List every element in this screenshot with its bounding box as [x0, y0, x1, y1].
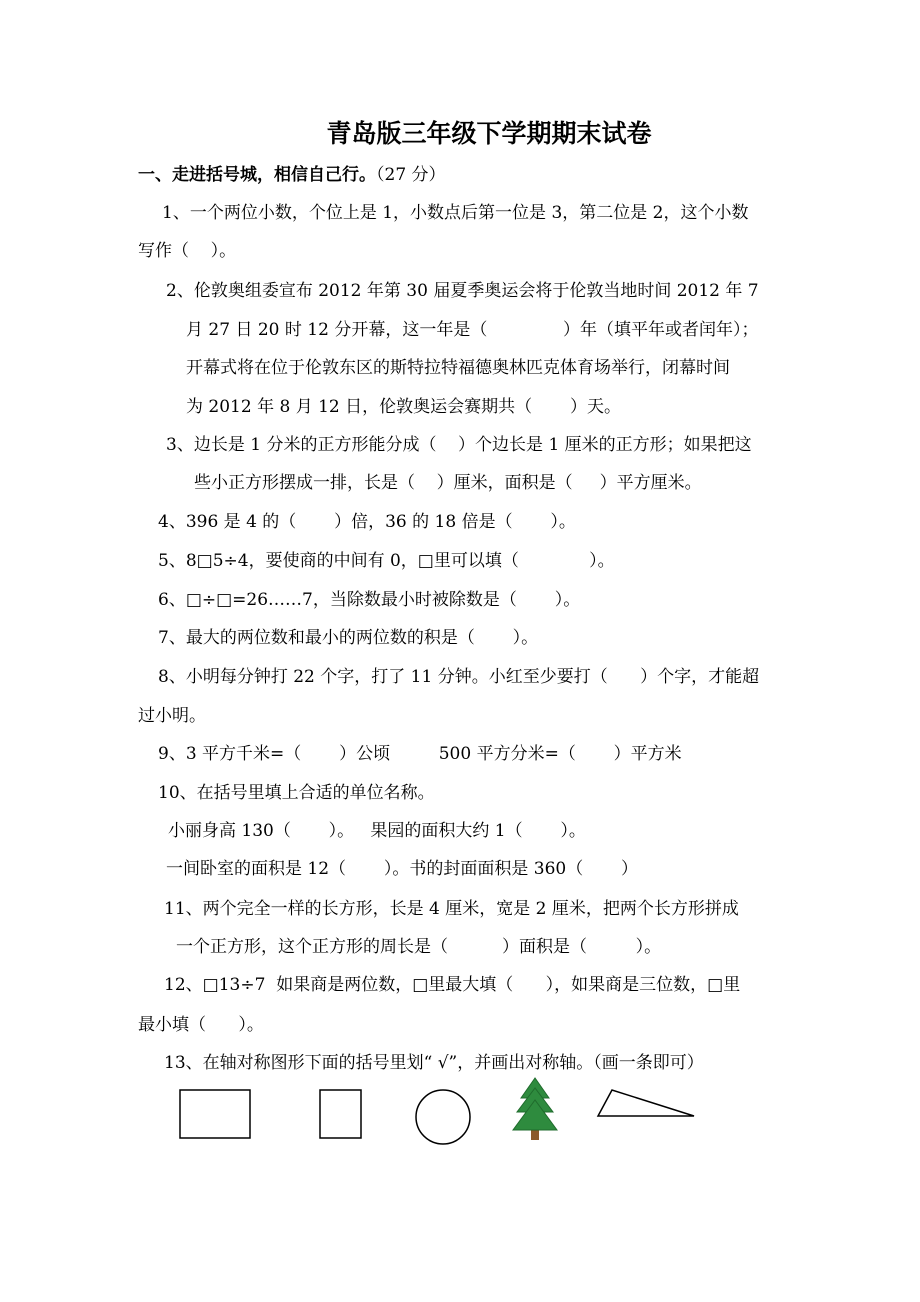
section-heading-text: 一、走进括号城，相信自己行。: [138, 165, 376, 185]
question-10-item-b: 一间卧室的面积是 12（ ）。书的封面面积是 360（ ）: [166, 859, 639, 879]
section-heading: [138, 164, 446, 186]
triangle-shape: [596, 1086, 700, 1120]
rectangle-shape: [178, 1088, 254, 1142]
circle-shape: [414, 1088, 474, 1148]
section-score: （27 分）: [376, 165, 446, 185]
question-2-line-3: 开幕式将在位于伦敦东区的斯特拉特福德奥林匹克体育场举行，闭幕时间: [186, 358, 730, 378]
question-2-line-1: 2、伦敦奥组委宣布 2012 年第 30 届夏季奥运会将于伦敦当地时间 2012 年 7: [166, 281, 759, 301]
question-5: 5、8□5÷4，要使商的中间有 0，□里可以填（ ）。: [158, 551, 615, 571]
symmetry-shapes: [0, 1070, 920, 1160]
question-3-line-1: 3、边长是 1 分米的正方形能分成（ ）个边长是 1 厘米的正方形；如果把这: [166, 435, 752, 455]
question-10: 10、在括号里填上合适的单位名称。: [158, 783, 435, 803]
question-8-line-2: 过小明。: [138, 706, 206, 726]
question-1-line-1: 1、一个两位小数，个位上是 1，小数点后第一位是 3，第二位是 2，这个小数: [162, 203, 749, 223]
question-11-line-1: 11、两个完全一样的长方形，长是 4 厘米，宽是 2 厘米，把两个长方形拼成: [164, 899, 739, 919]
question-2-line-2: 月 27 日 20 时 12 分开幕，这一年是（ ）年（填平年或者闰年）；: [186, 320, 759, 340]
question-9: 9、3 平方千米=（ ）公顷 500 平方分米=（ ）平方米: [158, 744, 682, 764]
question-2-line-4: 为 2012 年 8 月 12 日，伦敦奥运会赛期共（ ）天。: [186, 397, 621, 417]
square-shape: [318, 1088, 364, 1142]
question-10-item-a: 小丽身高 130（ ）。 果园的面积大约 1（ ）。: [168, 821, 586, 841]
question-11-line-2: 一个正方形，这个正方形的周长是（ ）面积是（ ）。: [176, 937, 662, 957]
question-12-line-1: 12、□13÷7 如果商是两位数，□里最大填（ ），如果商是三位数，□里: [164, 975, 741, 995]
page-title: 青岛版三年级下学期期末试卷: [326, 119, 652, 148]
question-13: 13、在轴对称图形下面的括号里划“ √”，并画出对称轴。（画一条即可）: [164, 1053, 704, 1073]
question-7: 7、最大的两位数和最小的两位数的积是（ ）。: [158, 628, 539, 648]
question-1-line-2: 写作（ ）。: [138, 241, 237, 261]
question-12-line-2: 最小填（ ）。: [138, 1015, 264, 1035]
question-8-line-1: 8、小明每分钟打 22 个字，打了 11 分钟。小红至少要打（ ）个字，才能超: [158, 667, 760, 687]
question-4: 4、396 是 4 的（ ）倍，36 的 18 倍是（ ）。: [158, 512, 576, 532]
question-6: 6、□÷□=26……7，当除数最小时被除数是（ ）。: [158, 590, 581, 610]
question-3-line-2: 些小正方形摆成一排，长是（ ）厘米，面积是（ ）平方厘米。: [194, 473, 702, 493]
tree-icon: [510, 1076, 560, 1142]
